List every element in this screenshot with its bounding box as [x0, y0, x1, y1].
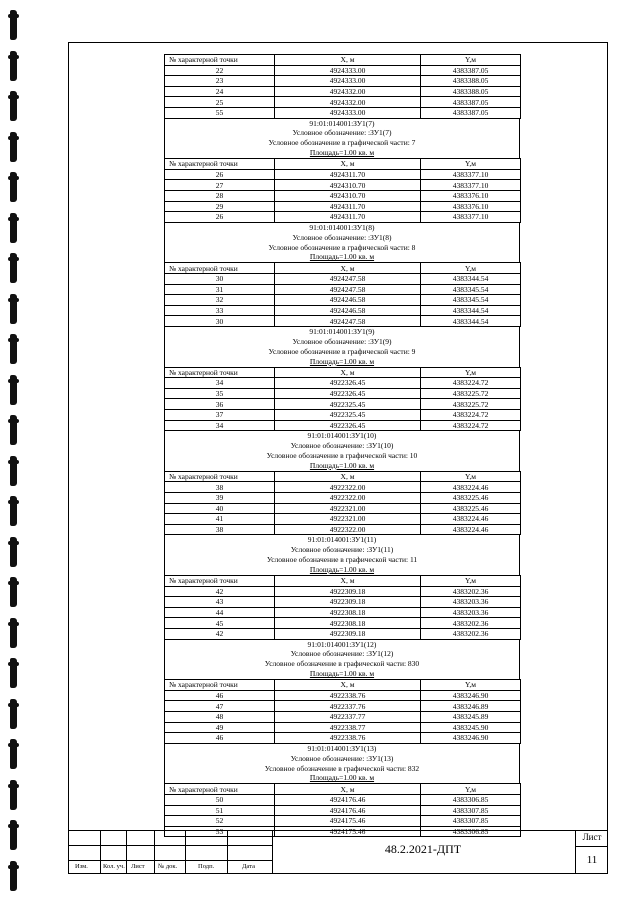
coord-y: 4383224.72: [421, 409, 521, 420]
coord-x: 4924311.70: [275, 201, 421, 212]
coord-y: 4383202.36: [421, 586, 521, 597]
table-row: [165, 65, 521, 76]
table-row: [165, 295, 521, 306]
column-header: № характерной точки: [165, 680, 275, 691]
coord-y: 4383245.89: [421, 711, 521, 722]
binding-mark: [10, 375, 17, 405]
point-number: 37: [165, 409, 275, 420]
points-table: [164, 262, 521, 327]
table-row: [165, 805, 521, 816]
point-number: 36: [165, 399, 275, 410]
coordinates-content: [164, 54, 520, 837]
parcel-cadastral-number: 91:01:014001:ЗУ1(10): [307, 431, 377, 441]
parcel-info: [164, 119, 520, 159]
coord-y: 4383224.46: [421, 514, 521, 525]
coord-x: 4922337.76: [275, 701, 421, 712]
parcel-cadastral-number: 91:01:014001:ЗУ1(8): [309, 222, 375, 232]
point-number: 39: [165, 492, 275, 503]
point-number: 26: [165, 169, 275, 180]
table-row: [165, 399, 521, 410]
point-number: 42: [165, 628, 275, 639]
parcel-label: Условное обозначение: :ЗУ1(13): [290, 753, 394, 763]
parcel-area: Площадь=1.00 кв. м: [309, 356, 375, 366]
table-header-row: [165, 784, 521, 795]
column-header: № характерной точки: [165, 471, 275, 482]
coord-x: 4924176.46: [275, 805, 421, 816]
coord-y: 4383245.90: [421, 722, 521, 733]
points-table: [164, 471, 521, 536]
coord-x: 4922338.76: [275, 733, 421, 744]
coord-x: 4924246.58: [275, 305, 421, 316]
binding-mark: [10, 699, 17, 729]
binding-mark: [10, 253, 17, 283]
points-table: [164, 367, 521, 432]
point-number: 49: [165, 722, 275, 733]
table-row: [165, 503, 521, 514]
parcel-graphic-label: Условное обозначение в графической части: 9: [268, 346, 416, 356]
column-header: X, м: [275, 263, 421, 274]
point-number: 26: [165, 212, 275, 223]
column-header: № характерной точки: [165, 575, 275, 586]
binding-mark: [10, 496, 17, 526]
coord-x: 4924310.70: [275, 180, 421, 191]
coord-y: 4383387.05: [421, 65, 521, 76]
point-number: 28: [165, 190, 275, 201]
binding-mark: [10, 618, 17, 648]
coord-x: 4922338.77: [275, 722, 421, 733]
coord-x: 4924311.70: [275, 169, 421, 180]
binding-mark: [10, 658, 17, 688]
coord-x: 4922321.00: [275, 503, 421, 514]
table-row: [165, 212, 521, 223]
binding-mark: [10, 132, 17, 162]
table-row: [165, 273, 521, 284]
table-row: [165, 628, 521, 639]
table-row: [165, 201, 521, 212]
parcel-area: Площадь=1.00 кв. м: [309, 460, 375, 470]
binding-mark: [10, 415, 17, 445]
binding-mark: [10, 10, 17, 40]
binding-mark: [10, 739, 17, 769]
coord-y: 4383377.10: [421, 169, 521, 180]
parcel-label: Условное обозначение: :ЗУ1(7): [292, 128, 392, 138]
coord-x: 4922321.00: [275, 514, 421, 525]
coord-x: 4922326.45: [275, 378, 421, 389]
coord-y: 4383377.10: [421, 212, 521, 223]
table-row: [165, 492, 521, 503]
stamp-label-doc: № док.: [158, 863, 178, 870]
coord-x: 4924175.46: [275, 826, 421, 837]
column-header: Y,м: [421, 367, 521, 378]
sheet-label: Лист: [582, 832, 602, 842]
table-header-row: [165, 55, 521, 66]
parcel-graphic-label: Условное обозначение в графической части: 10: [266, 450, 418, 460]
points-table: [164, 679, 521, 744]
coord-y: 4383344.54: [421, 316, 521, 327]
parcel-area: Площадь=1.00 кв. м: [309, 669, 375, 679]
point-number: 55: [165, 107, 275, 118]
table-header-row: [165, 680, 521, 691]
binding-mark: [10, 334, 17, 364]
point-number: 30: [165, 316, 275, 327]
coord-x: 4924247.58: [275, 273, 421, 284]
binding-mark: [10, 213, 17, 243]
coord-x: 4924246.58: [275, 295, 421, 306]
table-row: [165, 597, 521, 608]
point-number: 40: [165, 503, 275, 514]
table-row: [165, 711, 521, 722]
stamp-label-date: Дата: [242, 863, 255, 870]
column-header: № характерной точки: [165, 367, 275, 378]
point-number: 53: [165, 826, 275, 837]
column-header: X, м: [275, 784, 421, 795]
parcel-cadastral-number: 91:01:014001:ЗУ1(11): [307, 535, 377, 545]
point-number: 33: [165, 305, 275, 316]
point-number: 30: [165, 273, 275, 284]
point-number: 25: [165, 97, 275, 108]
coord-x: 4924332.00: [275, 97, 421, 108]
table-row: [165, 388, 521, 399]
parcel-cadastral-number: 91:01:014001:ЗУ1(12): [307, 639, 377, 649]
coord-x: 4922338.76: [275, 690, 421, 701]
column-header: № характерной точки: [165, 159, 275, 170]
coord-x: 4924333.00: [275, 65, 421, 76]
parcel-graphic-label: Условное обозначение в графической части: 830: [264, 659, 420, 669]
point-number: 52: [165, 816, 275, 827]
stamp-label-podp: Подп.: [198, 863, 215, 870]
parcel-label: Условное обозначение: :ЗУ1(10): [290, 441, 394, 451]
point-number: 32: [165, 295, 275, 306]
parcel-graphic-label: Условное обозначение в графической части: 7: [268, 138, 416, 148]
coord-x: 4924310.70: [275, 190, 421, 201]
title-block: [68, 830, 608, 874]
table-row: [165, 733, 521, 744]
point-number: 43: [165, 597, 275, 608]
coord-y: 4383224.72: [421, 420, 521, 431]
document-number: 48.2.2021-ДПТ: [384, 842, 462, 856]
binding-mark: [10, 537, 17, 567]
point-number: 34: [165, 378, 275, 389]
point-number: 35: [165, 388, 275, 399]
coord-x: 4922309.18: [275, 628, 421, 639]
parcel-area: Площадь=1.00 кв. м: [309, 773, 375, 783]
coord-x: 4924311.70: [275, 212, 421, 223]
coord-y: 4383307.85: [421, 816, 521, 827]
coord-y: 4383345.54: [421, 284, 521, 295]
point-number: 38: [165, 482, 275, 493]
table-row: [165, 305, 521, 316]
coord-y: 4383225.46: [421, 503, 521, 514]
binding-mark: [10, 820, 17, 850]
points-table: [164, 54, 521, 119]
coord-y: 4383307.85: [421, 805, 521, 816]
binding-mark: [10, 780, 17, 810]
table-header-row: [165, 367, 521, 378]
coord-y: 4383225.72: [421, 399, 521, 410]
coord-y: 4383202.36: [421, 618, 521, 629]
coord-x: 4922309.18: [275, 586, 421, 597]
binding-marks: [0, 0, 30, 905]
point-number: 51: [165, 805, 275, 816]
parcel-info: [164, 535, 520, 575]
table-row: [165, 86, 521, 97]
point-number: 34: [165, 420, 275, 431]
coord-x: 4924332.00: [275, 86, 421, 97]
parcel-label: Условное обозначение: :ЗУ1(9): [292, 336, 392, 346]
column-header: X, м: [275, 575, 421, 586]
binding-mark: [10, 172, 17, 202]
coord-y: 4383224.46: [421, 524, 521, 535]
parcel-graphic-label: Условное обозначение в графической части: 8: [268, 242, 416, 252]
table-row: [165, 586, 521, 597]
coord-y: 4383377.10: [421, 180, 521, 191]
parcel-info: [164, 431, 520, 471]
parcel-cadastral-number: 91:01:014001:ЗУ1(13): [307, 743, 377, 753]
point-number: 29: [165, 201, 275, 212]
binding-mark: [10, 51, 17, 81]
binding-mark: [10, 577, 17, 607]
binding-mark: [10, 456, 17, 486]
table-row: [165, 169, 521, 180]
coord-y: 4383344.54: [421, 305, 521, 316]
coord-y: 4383202.36: [421, 628, 521, 639]
coord-x: 4922326.45: [275, 388, 421, 399]
table-header-row: [165, 471, 521, 482]
parcel-info: [164, 327, 520, 367]
parcel-info: [164, 744, 520, 784]
table-row: [165, 722, 521, 733]
point-number: 23: [165, 76, 275, 87]
point-number: 47: [165, 701, 275, 712]
point-number: 45: [165, 618, 275, 629]
coord-x: 4924247.58: [275, 284, 421, 295]
parcel-label: Условное обозначение: :ЗУ1(11): [290, 545, 394, 555]
stamp-label-kol: Кол. уч.: [103, 863, 125, 870]
point-number: 48: [165, 711, 275, 722]
coord-y: 4383225.72: [421, 388, 521, 399]
coord-x: 4922308.18: [275, 607, 421, 618]
coord-y: 4383376.10: [421, 201, 521, 212]
point-number: 42: [165, 586, 275, 597]
sheet-number: 11: [586, 854, 598, 866]
column-header: Y,м: [421, 575, 521, 586]
table-row: [165, 378, 521, 389]
parcel-label: Условное обозначение: :ЗУ1(12): [290, 649, 394, 659]
coord-y: 4383224.46: [421, 482, 521, 493]
table-header-row: [165, 159, 521, 170]
table-header-row: [165, 575, 521, 586]
table-header-row: [165, 263, 521, 274]
coord-y: 4383345.54: [421, 295, 521, 306]
table-row: [165, 316, 521, 327]
table-row: [165, 690, 521, 701]
table-row: [165, 607, 521, 618]
table-row: [165, 618, 521, 629]
coord-y: 4383224.72: [421, 378, 521, 389]
column-header: Y,м: [421, 471, 521, 482]
column-header: Y,м: [421, 263, 521, 274]
parcel-cadastral-number: 91:01:014001:ЗУ1(7): [309, 118, 375, 128]
coord-x: 4924333.00: [275, 107, 421, 118]
column-header: Y,м: [421, 55, 521, 66]
column-header: № характерной точки: [165, 263, 275, 274]
binding-mark: [10, 91, 17, 121]
point-number: 46: [165, 690, 275, 701]
coord-x: 4922309.18: [275, 597, 421, 608]
coord-y: 4383388.05: [421, 86, 521, 97]
table-row: [165, 180, 521, 191]
point-number: 31: [165, 284, 275, 295]
table-row: [165, 284, 521, 295]
point-number: 27: [165, 180, 275, 191]
parcel-info: [164, 640, 520, 680]
coord-y: 4383246.90: [421, 733, 521, 744]
table-row: [165, 701, 521, 712]
column-header: Y,м: [421, 680, 521, 691]
coord-x: 4922322.00: [275, 524, 421, 535]
coord-y: 4383203.36: [421, 607, 521, 618]
table-row: [165, 409, 521, 420]
table-row: [165, 107, 521, 118]
coord-x: 4922325.45: [275, 409, 421, 420]
coord-x: 4924247.58: [275, 316, 421, 327]
coord-x: 4924176.46: [275, 794, 421, 805]
coord-x: 4922337.77: [275, 711, 421, 722]
coord-y: 4383225.46: [421, 492, 521, 503]
parcel-graphic-label: Условное обозначение в графической части: 11: [266, 555, 418, 565]
coord-y: 4383203.36: [421, 597, 521, 608]
coord-y: 4383306.85: [421, 826, 521, 837]
column-header: X, м: [275, 367, 421, 378]
coord-y: 4383344.54: [421, 273, 521, 284]
parcel-area: Площадь=1.00 кв. м: [309, 148, 375, 158]
column-header: № характерной точки: [165, 55, 275, 66]
coord-x: 4922322.00: [275, 492, 421, 503]
column-header: X, м: [275, 471, 421, 482]
parcel-cadastral-number: 91:01:014001:ЗУ1(9): [309, 326, 375, 336]
coord-x: 4922326.45: [275, 420, 421, 431]
parcel-label: Условное обозначение: :ЗУ1(8): [292, 232, 392, 242]
coord-y: 4383306.85: [421, 794, 521, 805]
table-row: [165, 816, 521, 827]
coord-x: 4924333.00: [275, 76, 421, 87]
binding-mark: [10, 294, 17, 324]
coord-x: 4922308.18: [275, 618, 421, 629]
point-number: 38: [165, 524, 275, 535]
parcel-area: Площадь=1.00 кв. м: [309, 565, 375, 575]
point-number: 24: [165, 86, 275, 97]
table-row: [165, 514, 521, 525]
coord-y: 4383246.89: [421, 701, 521, 712]
column-header: X, м: [275, 680, 421, 691]
table-row: [165, 524, 521, 535]
point-number: 41: [165, 514, 275, 525]
points-table: [164, 158, 521, 223]
point-number: 50: [165, 794, 275, 805]
stamp-label-list: Лист: [131, 863, 145, 870]
point-number: 46: [165, 733, 275, 744]
coord-x: 4922322.00: [275, 482, 421, 493]
coord-x: 4922325.45: [275, 399, 421, 410]
parcel-area: Площадь=1.00 кв. м: [309, 252, 375, 262]
points-table: [164, 575, 521, 640]
table-row: [165, 794, 521, 805]
point-number: 44: [165, 607, 275, 618]
coord-y: 4383246.90: [421, 690, 521, 701]
coord-y: 4383376.10: [421, 190, 521, 201]
binding-mark: [10, 861, 17, 891]
column-header: X, м: [275, 159, 421, 170]
table-row: [165, 482, 521, 493]
column-header: Y,м: [421, 784, 521, 795]
coord-y: 4383388.05: [421, 76, 521, 87]
table-row: [165, 190, 521, 201]
parcel-info: [164, 223, 520, 263]
coord-y: 4383387.05: [421, 97, 521, 108]
stamp-label-izm: Изм.: [75, 863, 88, 870]
column-header: Y,м: [421, 159, 521, 170]
table-row: [165, 420, 521, 431]
coord-y: 4383387.05: [421, 107, 521, 118]
column-header: X, м: [275, 55, 421, 66]
parcel-graphic-label: Условное обозначение в графической части: 832: [264, 763, 420, 773]
table-row: [165, 76, 521, 87]
point-number: 22: [165, 65, 275, 76]
table-row: [165, 97, 521, 108]
column-header: № характерной точки: [165, 784, 275, 795]
coord-x: 4924175.46: [275, 816, 421, 827]
